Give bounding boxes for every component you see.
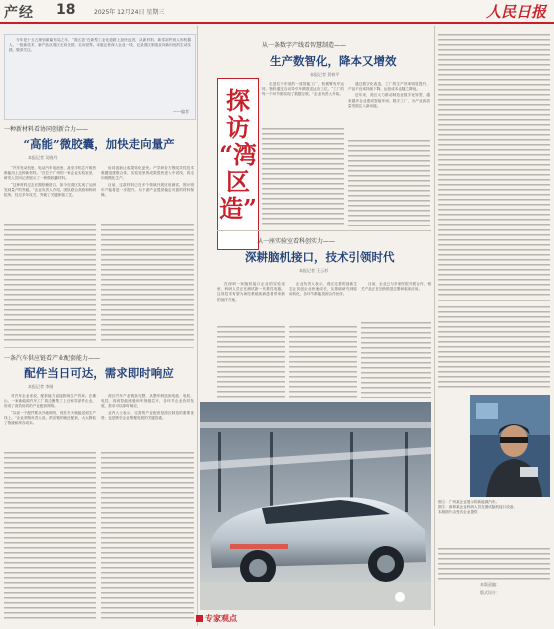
divider xyxy=(217,230,431,231)
article-paragraph: 近年来，湾区大力推动制造业数字化转型，越来越多企业建成智能车间、数字工厂，为产业高质量发展注入新动能。 xyxy=(348,93,430,108)
article-headline: “高能”微胶囊，加快走向量产 xyxy=(23,137,175,151)
article-supply-chain xyxy=(4,353,194,393)
article-headline: 配件当日可达，需求即时响应 xyxy=(24,366,174,380)
researcher-photo xyxy=(470,395,550,497)
text-body xyxy=(262,128,344,226)
article-paragraph: 业内人士表示，完善的产业配套是湾区制造的重要优势，也是吸引企业集聚发展的关键因素。 xyxy=(101,410,194,420)
feature-title-char: 访 xyxy=(226,113,250,142)
article-paragraph: 湾区汽车产业链条完整，从整车制造到电池、电机、电控，再到智能座舱和车规级芯片，各环节企业协同发展，需求可以即时响应。 xyxy=(101,394,194,409)
section-name: 产经 xyxy=(4,5,34,21)
text-body xyxy=(4,452,96,622)
article-paragraph: 在深圳一家脑机接口企业的实验室里，科研人员正在测试新一代柔性电极。这项技术有望为神经系统疾病患者带来新的治疗方案。 xyxy=(217,282,285,302)
article-byline: 本报记者 吴晓丹 xyxy=(28,155,58,160)
article-paragraph: 目前，这款材料已在多个领域开展应用测试，预计明年产能将进一步提升，为下游产业提供稳定可靠的材料保障。 xyxy=(101,182,194,198)
text-body xyxy=(101,224,194,344)
page-number: 18 xyxy=(56,2,76,18)
issue-date: 2025年 12月24日 星期三 xyxy=(94,9,165,16)
article-microcapsule xyxy=(4,124,194,164)
article-byline: 本报记者 李刚 xyxy=(28,384,54,389)
feature-title-char: 造” xyxy=(219,194,257,223)
article-paragraph: 协同创新让成果转化更快。产学研各方围绕共性技术难题组建联合体，实验室里的成果很快进入中试线，再走向规模化生产。 xyxy=(101,166,194,181)
article-digital-production xyxy=(262,40,430,81)
intro-sign: ——编者 xyxy=(173,109,189,114)
article-kicker: 从一条数字产线看智慧制造—— xyxy=(262,42,347,49)
text-body xyxy=(289,326,357,398)
article-paragraph: “汽车发动机里，电动汽车电池里，甚至手机芯片散热都能用上这种新材料。”在位于广州的一家企业实验室里，研发人员向记者展示了一种微胶囊材料。 xyxy=(4,166,96,181)
intro-box xyxy=(4,34,196,120)
editor-credit: 本版责编： xyxy=(480,582,500,587)
article-paragraph: 目前，企业已与多家医院开展合作，相关产品正在加快推进注册和临床应用。 xyxy=(361,282,431,292)
feature-title-char: 探 xyxy=(226,86,250,115)
text-body xyxy=(361,322,431,398)
badge-label: 专家观点 xyxy=(205,614,237,623)
article-paragraph: 通过数字化改造，工厂的生产效率明显提升，产品不良率持续下降，运营成本也随之降低。 xyxy=(348,82,430,92)
article-kicker: 一种新材料看协同创新合力—— xyxy=(4,126,89,133)
column-divider xyxy=(197,26,198,626)
photo-caption: 图①：广州某企业展示的新能源汽车。 图②：深圳某企业科研人员在测试脑机接口设备。 本版图片由受访企业提供 xyxy=(438,500,518,514)
newspaper-logo: 人民日报 xyxy=(485,3,546,21)
feature-title-char: 区 xyxy=(226,167,250,196)
text-body xyxy=(217,326,285,398)
article-brain-computer xyxy=(217,236,431,277)
text-body xyxy=(101,452,194,622)
feature-title-char: “湾 xyxy=(219,140,257,169)
article-paragraph: 企业负责人表示，湾区完善的创新生态让初创企业快速成长，从基础研究到临床转化，各环节都能找到合作伙伴。 xyxy=(289,282,357,297)
researcher-photo-graphic xyxy=(470,395,550,497)
expert-opinion-badge xyxy=(196,613,237,624)
text-body xyxy=(438,34,550,296)
divider xyxy=(438,300,550,301)
article-byline: 本报记者 贺林平 xyxy=(310,72,340,77)
text-body xyxy=(438,548,550,580)
column-divider xyxy=(434,26,435,626)
text-body xyxy=(348,140,430,226)
text-body xyxy=(4,224,96,344)
article-paragraph: “以前一个配件要从外地调货，现在半天就能送到生产线上。”企业采购负责人说。供应链的就近配套，大大降低了物流和库存成本。 xyxy=(4,410,96,426)
article-paragraph: “这种材料过去长期依赖进口，如今在湾区实现了从研发到量产的突破。”企业负责人介绍，团队联合高校和科研院所，经过多年攻关，突破了关键制备工艺。 xyxy=(4,182,96,198)
divider xyxy=(4,347,194,348)
article-paragraph: 对汽车企业来说，配套能力直接影响生产效率。在佛山，一家新能源汽车工厂周边聚集了上百家零部件企业，形成了高效协同的产业配套网络。 xyxy=(4,394,96,409)
masthead xyxy=(0,0,554,24)
feature-title xyxy=(217,78,259,250)
article-paragraph: 走进位于东莞的一座智能工厂，机械臂有序运转，物料通过自动导引车精准送达各工位。“工厂的每一个环节都实现了数据互联。”企业负责人介绍。 xyxy=(262,82,344,97)
article-byline: 本报记者 王云杉 xyxy=(299,268,329,273)
car-photo xyxy=(200,402,431,610)
layout-credit: 版式设计： xyxy=(480,590,500,595)
car-photo-graphic xyxy=(200,402,431,610)
text-body xyxy=(438,306,550,390)
intro-text: 今年是十五五规划谋篇布局之年，“湾区造”在新型工业化道路上加快迈进，从新材料、新零部件到人形机器人，一批新技术、新产品从湾区走向全国、走向世界。本版记者深入企业一线，记录湾区制造业向新向优的生动实践，敬请关注。 xyxy=(9,38,191,53)
article-headline: 深耕脑机接口，技术引领时代 xyxy=(245,250,395,264)
square-icon xyxy=(196,615,203,622)
article-kicker: 一条汽车供应链看产业配套能力—— xyxy=(4,355,101,362)
article-headline: 生产数智化，降本又增效 xyxy=(270,54,397,68)
article-kicker: 从一座实验室看科创实力—— xyxy=(257,238,336,245)
